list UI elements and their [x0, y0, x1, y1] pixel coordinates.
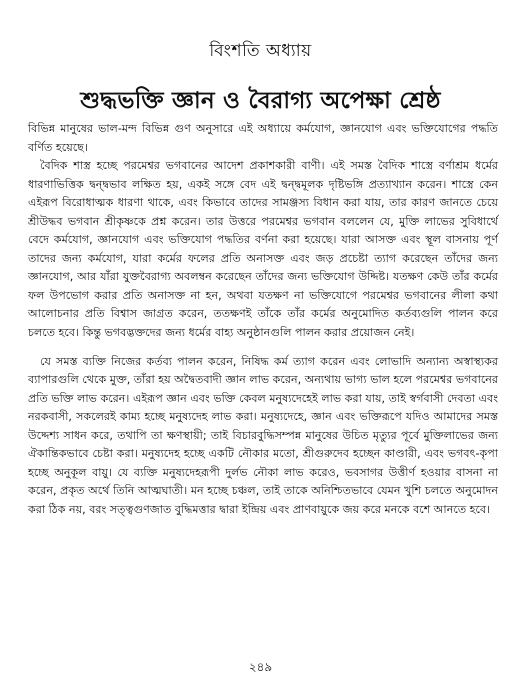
- paragraph-intro: বিভিন্ন মানুষের ভাল-মন্দ বিভিন্ন গুণ অনুসারে এই অধ্যায়ে কর্মযোগ, জ্ঞানযোগ এবং ভক্তিযোগের পদ্ধতি বর্ণিত হয়েছে।: [28, 122, 498, 154]
- chapter-summary: [28, 120, 498, 519]
- page-number: ২৪৯: [248, 660, 273, 674]
- paragraph-vedic-scriptures: বৈদিক শাস্ত্র হচ্ছে পরমেশ্বর ভগবানের আদেশ প্রকাশকারী বাণী। এই সমস্ত বৈদিক শাস্ত্রে বর্ণাশ্রম ধর্মের ধারণাভিত্তিক দ্বন্দ্বভাব লক্ষিত হয়, একই সঙ্গে বেদ এই দ্বন্দ্বমূলক দৃষ্টিভঙ্গি প্রত্যাখ্যান করেন। শাস্ত্রে কেন এইরূপ বিরোধাত্মক ধারণা থাকে, এবং কিভাবে তাদের সামঞ্জস্য বিধান করা যায়, তার কারণ জানতে চেয়ে শ্রীউদ্ধব ভগবান শ্রীকৃষ্ণকে প্রশ্ন করেন। তার উত্তরে পরমেশ্বর ভগবান বললেন যে, মুক্তি লাভের সুবিধার্থে বেদে কর্মযোগ, জ্ঞানযোগ এবং ভক্তিযোগ পদ্ধতির বর্ণনা করা হয়েছে। যারা আসক্ত এবং স্থূল বাসনায় পূর্ণ তাদের জন্য কর্মযোগ, যারা কর্মের ফলের প্রতি অনাসক্ত এবং জড় প্রচেষ্টা ত্যাগ করেছেন তাঁদের জন্য জ্ঞানযোগ, আর যাঁরা যুক্তবৈরাগ্য অবলম্বন করেছেন তাঁদের জন্য ভক্তিযোগ উদ্দিষ্ট। যতক্ষণ কেউ তাঁর কর্মের ফল উপভোগ করার প্রতি অনাসক্ত না হন, অথবা যতক্ষণ না ভক্তিযোগে পরমেশ্বর ভগবানের লীলা কথা আলোচনার প্রতি বিশ্বাস জাগ্রত করেন, ততক্ষণই তাঁকে তাঁর কর্মের অনুমোদিত কর্তব্যগুলি পালন করে চলতে হবে। কিন্তু ভগবদ্ভক্তদের জন্য ধর্মের বাহ্য অনুষ্ঠানগুলি পালন করার প্রয়োজন নেই।: [28, 159, 498, 340]
- paragraph-human-body: যে সমস্ত ব্যক্তি নিজের কর্তব্য পালন করেন, নিষিদ্ধ কর্ম ত্যাগ করেন এবং লোভাদি অন্যান্য অস্বাস্থ্যকর ব্যাপারগুলি থেকে মুক্ত, তাঁরা হয় অদ্বৈতবাদী জ্ঞান লাভ করেন, অন্যথায় ভাগ্য ভাল হলে পরমেশ্বর ভগবানের প্রতি ভক্তি লাভ করেন। এইরূপ জ্ঞান এবং ভক্তি কেবল মনুষ্যদেহেই লাভ করা যায়, তাই স্বর্গবাসী দেবতা এবং নরকবাসী, সকলেরই কাম্য হচ্ছে মনুষ্যদেহ লাভ করা। মনুষ্যদেহে, জ্ঞান এবং ভক্তিরূপে যদিও আমাদের সমস্ত উদ্দেশ্য সাধন করে, তথাপি তা ক্ষণস্থায়ী; তাই বিচারবুদ্ধিসম্পন্ন মানুষের উচিত মৃত্যুর পূর্বে মুক্তিলাভের জন্য ঐকান্তিকভাবে চেষ্টা করা। মনুষ্যদেহ হচ্ছে একটি নৌকার মতো, শ্রীগুরুদেব হচ্ছেন কাণ্ডারী, এবং ভগবৎ-কৃপা হচ্ছে অনুকূল বায়ু। যে ব্যক্তি মনুষ্যদেহরূপী দুর্লভ নৌকা লাভ করেও, ভবসাগর উত্তীর্ণ হওয়ার বাসনা না করেন, প্রকৃত অর্থে তিনি আত্মঘাতী। মন হচ্ছে চঞ্চল, তাই তাকে অনিশ্চিতভাবে যেমন খুশি চলতে অনুমোদন করা ঠিক নয়, বরং সত্ত্বগুণজাত বুদ্ধিমত্তার দ্বারা ইন্দ্রিয় এবং প্রাণবায়ুকে জয় করে মনকে বশে আনতে হবে।: [28, 354, 498, 516]
- chapter-title: শুদ্ধভক্তি জ্ঞান ও বৈরাগ্য অপেক্ষা শ্রেষ্ঠ: [80, 88, 441, 114]
- chapter-label: বিংশতি অধ্যায়: [209, 41, 312, 61]
